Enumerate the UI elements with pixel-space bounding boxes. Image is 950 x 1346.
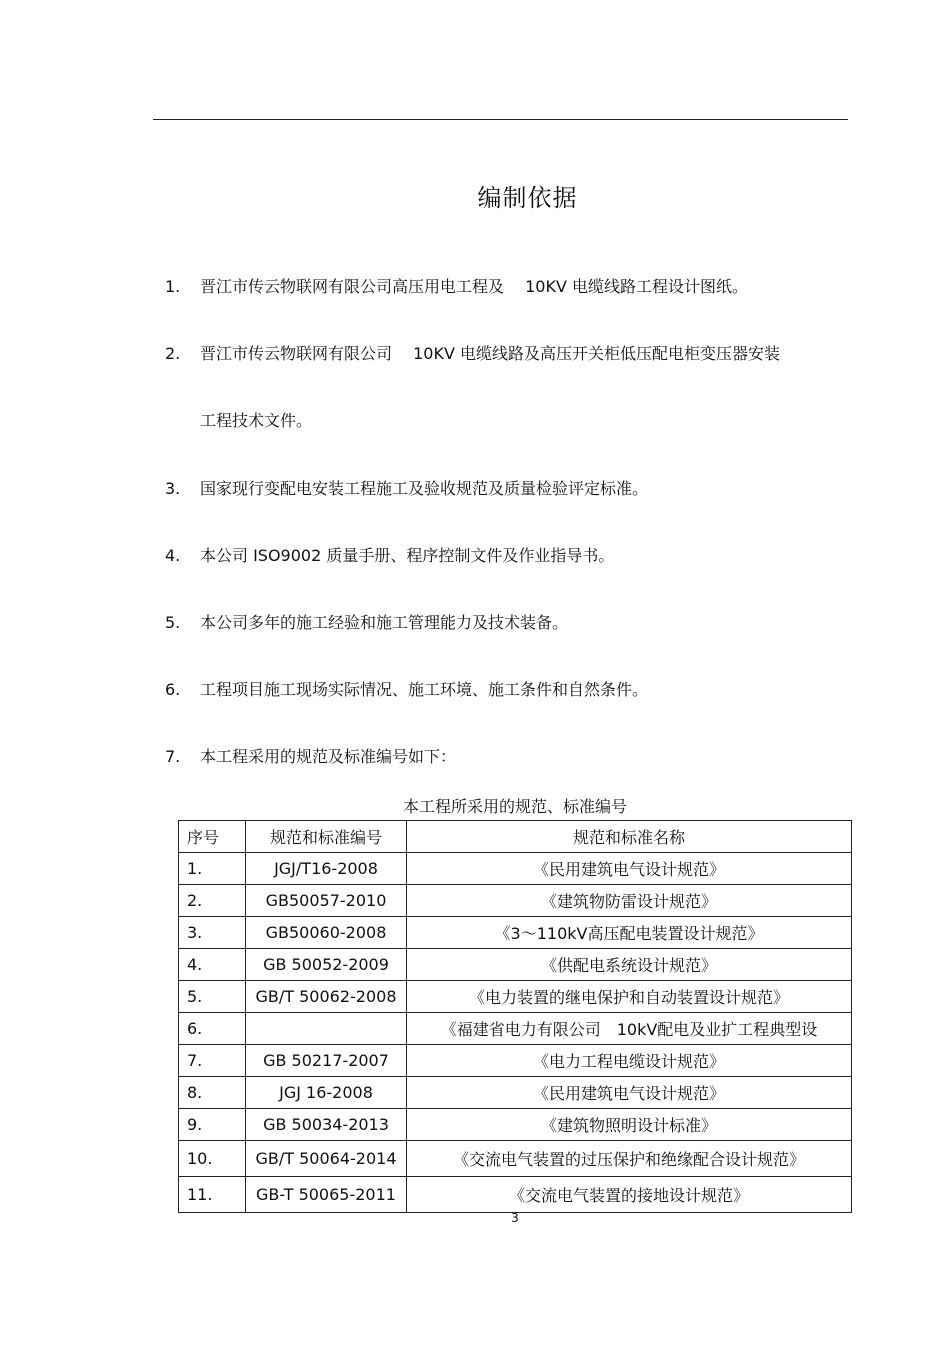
basis-item-4: [165, 539, 865, 573]
row-name: 《3～110kV高压配电装置设计规范》: [407, 917, 852, 949]
row-index: 3.: [179, 917, 246, 949]
basis-item-text: 国家现行变配电安装工程施工及验收规范及质量检验评定标准。: [200, 479, 649, 498]
basis-item-7: [165, 740, 865, 774]
table-caption: 本工程所采用的规范、标准编号: [402, 797, 627, 816]
row-index: 6.: [179, 1013, 246, 1045]
table-row: [179, 917, 852, 949]
basis-item-number: 2.: [165, 344, 181, 363]
basis-item-number: 3.: [165, 479, 181, 498]
basis-item-text: 晋江市传云物联网有限公司高压用电工程及 10KV 电缆线路工程设计图纸。: [200, 277, 748, 296]
row-name: 《交流电气装置的过压保护和绝缘配合设计规范》: [407, 1141, 852, 1177]
table-row: [179, 1109, 852, 1141]
row-name: 《电力装置的继电保护和自动装置设计规范》: [407, 981, 852, 1013]
table-row: [179, 1045, 852, 1077]
row-index: 1.: [179, 853, 246, 885]
row-code: GB50060-2008: [246, 917, 407, 949]
basis-item-3: [165, 472, 865, 506]
row-name: 《供配电系统设计规范》: [407, 949, 852, 981]
table-header-row: [179, 821, 852, 853]
row-code: JGJ 16-2008: [246, 1077, 407, 1109]
row-code: GB 50217-2007: [246, 1045, 407, 1077]
basis-item-number: 6.: [165, 680, 181, 699]
basis-item-number: 1.: [165, 277, 181, 296]
table-row: [179, 1013, 852, 1045]
basis-item-number: 7.: [165, 747, 181, 766]
row-code: [246, 1013, 407, 1045]
basis-item-text: 本公司 ISO9002 质量手册、程序控制文件及作业指导书。: [200, 546, 615, 565]
row-index: 10.: [179, 1141, 246, 1177]
row-code: GB/T 50064-2014: [246, 1141, 407, 1177]
row-name: 《电力工程电缆设计规范》: [407, 1045, 852, 1077]
table-row: [179, 1177, 852, 1213]
row-code: GB/T 50062-2008: [246, 981, 407, 1013]
row-index: 9.: [179, 1109, 246, 1141]
row-name: 《福建省电力有限公司 10kV配电及业扩工程典型设: [407, 1013, 852, 1045]
row-name: 《建筑物防雷设计规范》: [407, 885, 852, 917]
row-name: 《民用建筑电气设计规范》: [407, 853, 852, 885]
basis-item-text: 工程项目施工现场实际情况、施工环境、施工条件和自然条件。: [200, 680, 649, 699]
basis-item-text: 本公司多年的施工经验和施工管理能力及技术装备。: [200, 613, 569, 632]
basis-item-number: 5.: [165, 613, 181, 632]
row-name: 《建筑物照明设计标准》: [407, 1109, 852, 1141]
header-rule: [153, 119, 848, 120]
standards-table: [178, 820, 852, 1213]
row-code: GB-T 50065-2011: [246, 1177, 407, 1213]
table-row: [179, 981, 852, 1013]
basis-item-1: [165, 270, 865, 304]
row-code: GB 50034-2013: [246, 1109, 407, 1141]
header-index: 序号: [179, 821, 246, 853]
basis-item-5: [165, 606, 865, 640]
table-row: [179, 1141, 852, 1177]
row-index: 7.: [179, 1045, 246, 1077]
row-code: GB 50052-2009: [246, 949, 407, 981]
page-title: 编制依据: [477, 184, 578, 212]
row-code: JGJ/T16-2008: [246, 853, 407, 885]
row-index: 8.: [179, 1077, 246, 1109]
table-row: [179, 949, 852, 981]
row-code: GB50057-2010: [246, 885, 407, 917]
basis-item-text-continued: 工程技术文件。: [200, 411, 313, 430]
table-row: [179, 853, 852, 885]
row-index: 2.: [179, 885, 246, 917]
row-index: 5.: [179, 981, 246, 1013]
basis-item-2: [165, 337, 865, 438]
table-row: [179, 1077, 852, 1109]
row-index: 4.: [179, 949, 246, 981]
row-index: 11.: [179, 1177, 246, 1213]
page-number: 3: [511, 1211, 519, 1225]
table-row: [179, 885, 852, 917]
basis-item-number: 4.: [165, 546, 181, 565]
header-standard-name: 规范和标准名称: [407, 821, 852, 853]
row-name: 《民用建筑电气设计规范》: [407, 1077, 852, 1109]
basis-item-text: 晋江市传云物联网有限公司 10KV 电缆线路及高压开关柜低压配电柜变压器安装: [200, 344, 780, 363]
header-standard-code: 规范和标准编号: [246, 821, 407, 853]
basis-item-text: 本工程采用的规范及标准编号如下：: [200, 747, 457, 766]
basis-item-6: [165, 673, 865, 707]
row-name: 《交流电气装置的接地设计规范》: [407, 1177, 852, 1213]
